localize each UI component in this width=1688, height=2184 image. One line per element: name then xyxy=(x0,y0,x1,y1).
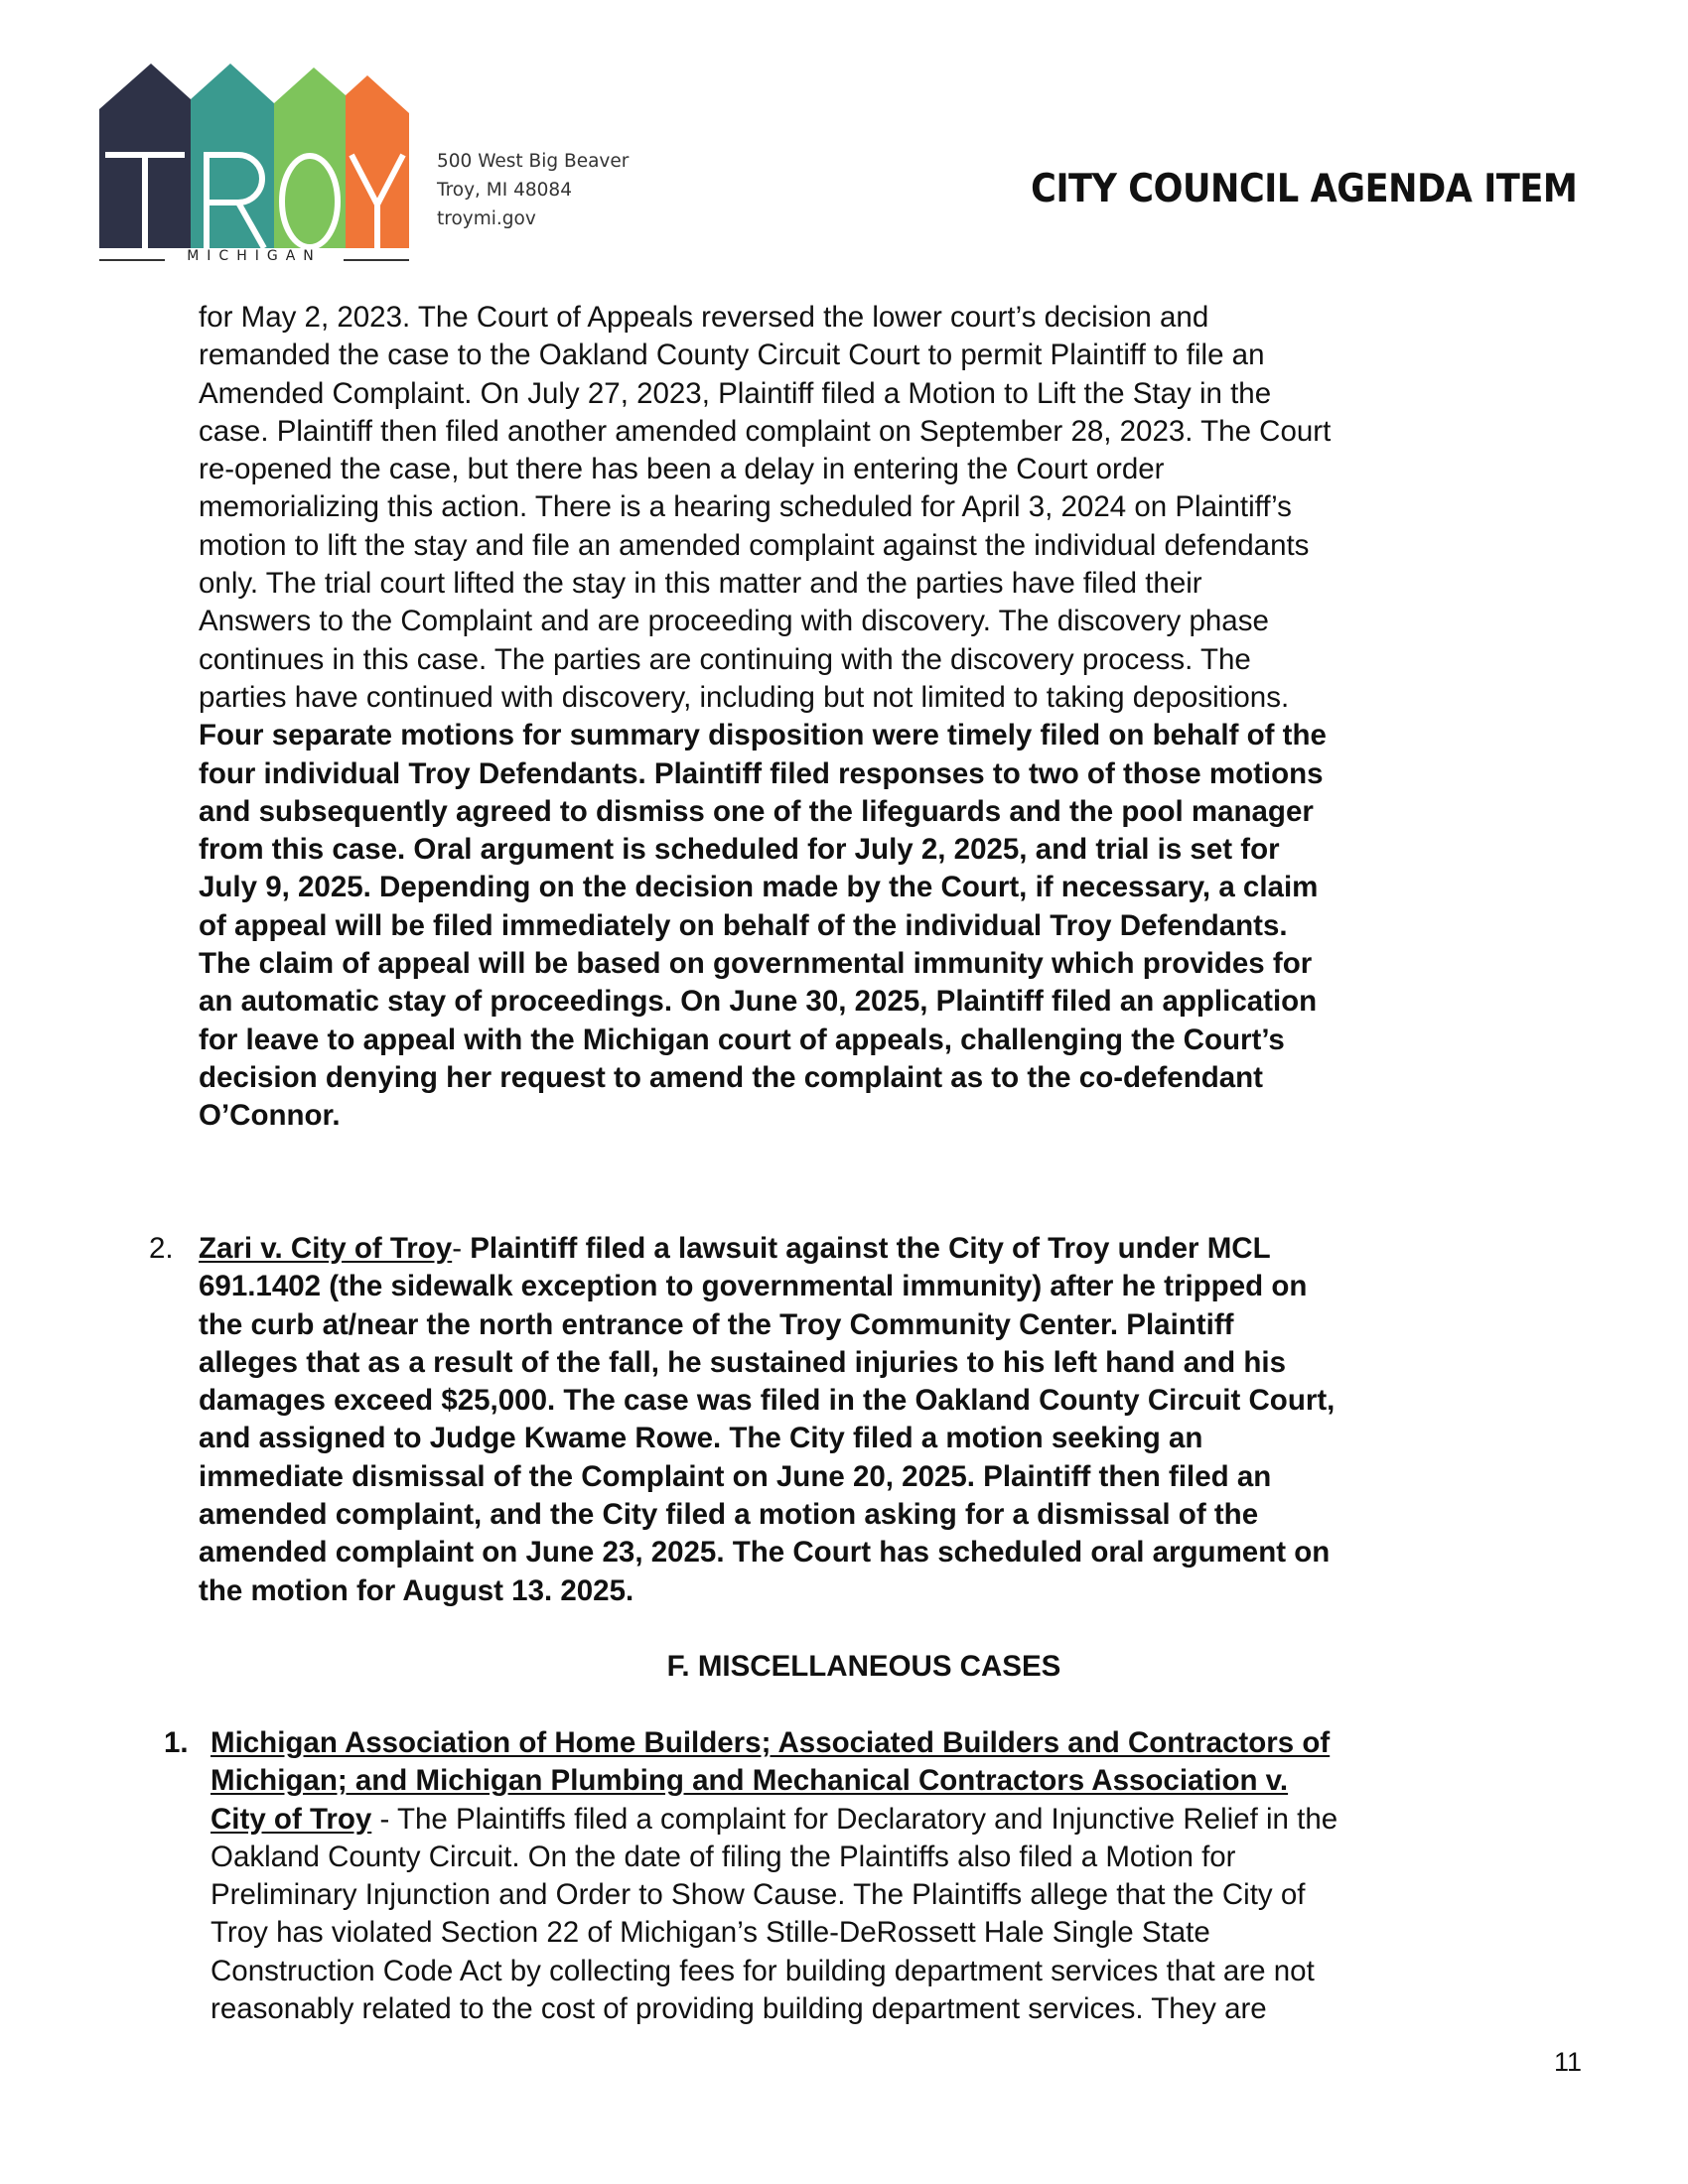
case-first-line xyxy=(199,1230,1519,1268)
case-lines xyxy=(199,1268,1519,1610)
city-address xyxy=(437,147,629,233)
paragraph-line: Preliminary Injunction and Order to Show Cause. The Plaintiffs allege that the City of xyxy=(211,1878,1306,1912)
list-number: 2. xyxy=(149,1232,174,1265)
paragraph-line: for May 2, 2023. The Court of Appeals reversed the lower court’s decision and xyxy=(199,301,1209,334)
paragraph-line: Troy has violated Section 22 of Michigan’s Stille-DeRossett Hale Single State xyxy=(211,1916,1210,1950)
paragraph-line: Four separate motions for summary disposition were timely filed on behalf of the xyxy=(199,719,1327,752)
paragraph-line: only. The trial court lifted the stay in this matter and the parties have filed their xyxy=(199,567,1202,601)
paragraph-line: continues in this case. The parties are continuing with the discovery process. The xyxy=(199,642,1251,676)
paragraph-line: of appeal will be filed immediately on behalf of the individual Troy Defendants. xyxy=(199,908,1288,942)
paragraph-line: amended complaint on June 23, 2025. The Court has scheduled oral argument on xyxy=(199,1536,1331,1570)
paragraph-line: The claim of appeal will be based on governmental immunity which provides for xyxy=(199,947,1313,981)
address-line: Troy, MI 48084 xyxy=(437,180,572,201)
intro-paragraph xyxy=(199,299,1519,1136)
section-heading: F. MISCELLANEOUS CASES xyxy=(666,1650,1061,1683)
paragraph-line: from this case. Oral argument is scheduled for July 2, 2025, and trial is set for xyxy=(199,833,1280,867)
paragraph-line: Amended Complaint. On July 27, 2023, Plaintiff filed a Motion to Lift the Stay in the xyxy=(199,376,1272,410)
paragraph-line: Answers to the Complaint and are proceeding with discovery. The discovery phase xyxy=(199,605,1269,638)
paragraph-line: alleges that as a result of the fall, he sustained injuries to his left hand and his xyxy=(199,1345,1287,1379)
case-separator: - xyxy=(452,1232,471,1265)
paragraph-line: O’Connor. xyxy=(199,1099,341,1133)
troy-logo-icon xyxy=(99,58,409,266)
paragraph-line: the motion for August 13. 2025. xyxy=(199,1573,634,1607)
paragraph-line: case. Plaintiff then filed another amended complaint on September 28, 2023. The Court xyxy=(199,414,1332,448)
page-number: 11 xyxy=(1553,2047,1582,2077)
address-line: 500 West Big Beaver xyxy=(437,151,630,172)
paragraph-line: parties have continued with discovery, including but not limited to taking depositions. xyxy=(199,680,1290,714)
paragraph-line: four individual Troy Defendants. Plaintiff filed responses to two of those motions xyxy=(199,756,1324,790)
paragraph-line: damages exceed $25,000. The case was filed in the Oakland County Circuit Court, xyxy=(199,1384,1336,1418)
case-body xyxy=(211,1724,1541,2028)
paragraph-line: and assigned to Judge Kwame Rowe. The City filed a motion seeking an xyxy=(199,1422,1203,1455)
paragraph-line: reasonably related to the cost of providing building department services. They are xyxy=(211,1992,1267,2026)
logo-subtext: MICHIGAN xyxy=(187,248,322,264)
page-title: CITY COUNCIL AGENDA ITEM xyxy=(1030,167,1577,211)
paragraph-line: remanded the case to the Oakland County Circuit Court to permit Plaintiff to file an xyxy=(199,339,1265,372)
troy-logo xyxy=(99,58,409,266)
paragraph-line: Construction Code Act by collecting fees for building department services that are not xyxy=(211,1954,1315,1987)
list-number: 1. xyxy=(164,1726,189,1759)
paragraph-line: July 9, 2025. Depending on the decision made by the Court, if necessary, a claim xyxy=(199,871,1319,904)
paragraph-line: and subsequently agreed to dismiss one of the lifeguards and the pool manager xyxy=(199,794,1314,828)
case-first-line-text: - The Plaintiffs filed a complaint for Declaratory and Injunctive Relief in the xyxy=(371,1802,1338,1836)
website-link[interactable]: troymi.gov xyxy=(437,208,536,229)
case-first-line-text: Plaintiff filed a lawsuit against the City of Troy under MCL xyxy=(470,1232,1271,1265)
paragraph-line: 691.1402 (the sidewalk exception to governmental immunity) after he tripped on xyxy=(199,1270,1308,1303)
paragraph-line: motion to lift the stay and file an amended complaint against the individual defendants xyxy=(199,528,1310,562)
paragraph-line: decision denying her request to amend the complaint as to the co-defendant xyxy=(199,1060,1263,1094)
case-name-line: Michigan; and Michigan Plumbing and Mechanical Contractors Association v. xyxy=(211,1764,1289,1798)
case-name: City of Troy xyxy=(211,1802,372,1836)
case-name-line: Michigan Association of Home Builders; Associated Builders and Contractors of xyxy=(211,1726,1331,1759)
logo-michigan-wordmark xyxy=(99,248,409,270)
case-first-line xyxy=(211,1801,1541,1839)
paragraph-line: re-opened the case, but there has been a delay in entering the Court order xyxy=(199,453,1165,486)
paragraph-line: memorializing this action. There is a hearing scheduled for April 3, 2024 on Plaintiff’s xyxy=(199,490,1292,524)
paragraph-line: for leave to appeal with the Michigan court of appeals, challenging the Court’s xyxy=(199,1023,1285,1056)
paragraph-line: amended complaint, and the City filed a motion asking for a dismissal of the xyxy=(199,1498,1259,1532)
paragraph-line: immediate dismissal of the Complaint on June 20, 2025. Plaintiff then filed an xyxy=(199,1459,1272,1493)
case-body xyxy=(199,1230,1519,1610)
case-name: Zari v. City of Troy xyxy=(199,1232,453,1265)
paragraph-line: the curb at/near the north entrance of the Troy Community Center. Plaintiff xyxy=(199,1307,1234,1341)
paragraph-line: Oakland County Circuit. On the date of filing the Plaintiffs also filed a Motion for xyxy=(211,1840,1236,1873)
case-lines xyxy=(211,1839,1541,2028)
paragraph-line: an automatic stay of proceedings. On June 30, 2025, Plaintiff filed an application xyxy=(199,985,1318,1019)
